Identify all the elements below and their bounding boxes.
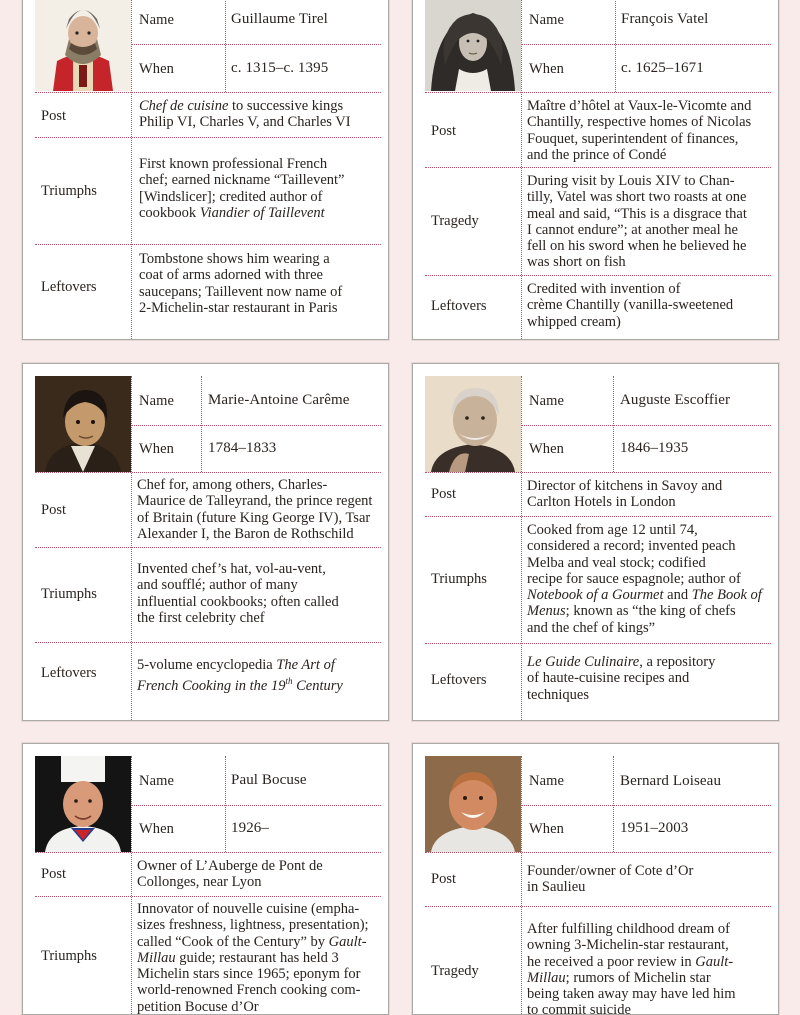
leftovers-label: Leftovers bbox=[431, 672, 487, 688]
post-text: Founder/owner of Cote d’Or in Saulieu bbox=[527, 863, 694, 896]
triumphs-label: Triumphs bbox=[41, 586, 97, 602]
chef-dates: 1951–2003 bbox=[620, 820, 689, 836]
leftovers-text: Tombstone shows him wearing a coat of arms adorned with three saucepans; Taillevent now name of 2-Michelin-star restaurant in Paris bbox=[139, 251, 343, 316]
triumphs-label: Triumphs bbox=[431, 571, 487, 587]
bocuse-portrait bbox=[35, 756, 131, 852]
triumphs-text: First known professional French chef; earned nickname “Taillevent” [Windslicer]; credited author of cookbook Viandier of Taillevent bbox=[139, 156, 345, 221]
tragedy-label: Tragedy bbox=[431, 213, 479, 229]
triumphs-label: Triumphs bbox=[41, 183, 97, 199]
name-label: Name bbox=[529, 12, 565, 28]
chef-card-escoffier bbox=[412, 363, 779, 721]
chef-name: Bernard Loiseau bbox=[620, 773, 722, 789]
triumphs-text: Invented chef’s hat, vol-au-vent, and soufflé; author of many influential cookbooks; often called the first celebrity chef bbox=[137, 561, 339, 626]
escoffier-portrait bbox=[425, 376, 521, 472]
chef-dates: 1846–1935 bbox=[620, 440, 689, 456]
post-label: Post bbox=[41, 502, 66, 518]
when-label: When bbox=[139, 441, 175, 457]
name-label: Name bbox=[139, 12, 175, 28]
when-label: When bbox=[529, 821, 565, 837]
post-text: Director of kitchens in Savoy and Carlton Hotels in London bbox=[527, 478, 723, 511]
tirel-portrait bbox=[35, 0, 131, 91]
leftovers-label: Leftovers bbox=[431, 298, 487, 314]
when-label: When bbox=[139, 61, 175, 77]
post-label: Post bbox=[431, 486, 456, 502]
name-label: Name bbox=[139, 773, 175, 789]
chef-dates: c. 1625–1671 bbox=[621, 60, 704, 76]
post-text: Chef for, among others, Charles- Maurice de Talleyrand, the prince regent of Britain (future King George IV), Tsar Alexander I, the Baron de Rothschild bbox=[137, 477, 373, 542]
chef-card-loiseau bbox=[412, 743, 779, 1015]
when-label: When bbox=[529, 441, 565, 457]
loiseau-portrait bbox=[425, 756, 521, 852]
triumphs-text: Innovator of nouvelle cuisine (empha- sizes freshness, lightness, presentation); called “Cook of the Century” by Gault- Millau guide; restaurant has held 3 Michelin stars since 1965; eponym for world-renowned French cooking com- petition Bocuse d’Or bbox=[137, 901, 369, 1015]
leftovers-label: Leftovers bbox=[41, 279, 97, 295]
leftovers-text: 5-volume encyclopedia The Art of French Cooking in the 19th Century bbox=[137, 657, 343, 695]
post-label: Post bbox=[431, 123, 456, 139]
chef-dates: 1926– bbox=[231, 820, 269, 836]
chef-name: Auguste Escoffier bbox=[620, 392, 731, 408]
leftovers-text: Le Guide Culinaire, a repository of haute-cuisine recipes and techniques bbox=[527, 654, 716, 703]
tragedy-text: During visit by Louis XIV to Chan- tilly, Vatel was short two roasts at one meal and said, “This is a disgrace that I cannot endure”; at another meal he fell on his sword when he believed he was short on fish bbox=[527, 173, 747, 271]
post-text: Owner of L’Auberge de Pont de Collonges, near Lyon bbox=[137, 858, 323, 891]
when-label: When bbox=[139, 821, 175, 837]
tragedy-text: After fulfilling childhood dream of owning 3-Michelin-star restaurant, he received a poor review in Gault- Millau; rumors of Michelin star being taken away may have led him to commit suicide bbox=[527, 921, 736, 1015]
triumphs-text: Cooked from age 12 until 74, considered a record; invented peach Melba and veal stock; codified recipe for sauce espagnole; author of Notebook of a Gourmet and The Book of Menus; known as “the king of chefs and the chef of kings” bbox=[527, 522, 762, 636]
chef-name: Guillaume Tirel bbox=[231, 11, 328, 27]
leftovers-text: Credited with invention of crème Chantilly (vanilla-sweetened whipped cream) bbox=[527, 281, 734, 330]
chef-dates: c. 1315–c. 1395 bbox=[231, 60, 329, 76]
post-label: Post bbox=[41, 866, 66, 882]
chef-card-vatel bbox=[412, 0, 779, 340]
name-label: Name bbox=[139, 393, 175, 409]
tragedy-label: Tragedy bbox=[431, 963, 479, 979]
post-text: Maître d’hôtel at Vaux-le-Vicomte and Chantilly, respective homes of Nicolas Fouquet, superintendent of finances, and the prince of Condé bbox=[527, 98, 752, 163]
post-label: Post bbox=[431, 871, 456, 887]
chef-dates: 1784–1833 bbox=[208, 440, 277, 456]
when-label: When bbox=[529, 61, 565, 77]
name-label: Name bbox=[529, 773, 565, 789]
triumphs-label: Triumphs bbox=[41, 948, 97, 964]
post-text: Chef de cuisine to successive kings Philip VI, Charles V, and Charles VI bbox=[139, 98, 351, 131]
chef-name: François Vatel bbox=[621, 11, 709, 27]
post-label: Post bbox=[41, 108, 66, 124]
chef-card-bocuse bbox=[22, 743, 389, 1015]
chef-card-careme bbox=[22, 363, 389, 721]
name-label: Name bbox=[529, 393, 565, 409]
leftovers-label: Leftovers bbox=[41, 665, 97, 681]
chef-name: Marie-Antoine Carême bbox=[208, 392, 350, 408]
chef-card-tirel bbox=[22, 0, 389, 340]
careme-portrait bbox=[35, 376, 131, 472]
vatel-portrait bbox=[425, 0, 521, 91]
chef-name: Paul Bocuse bbox=[231, 772, 307, 788]
